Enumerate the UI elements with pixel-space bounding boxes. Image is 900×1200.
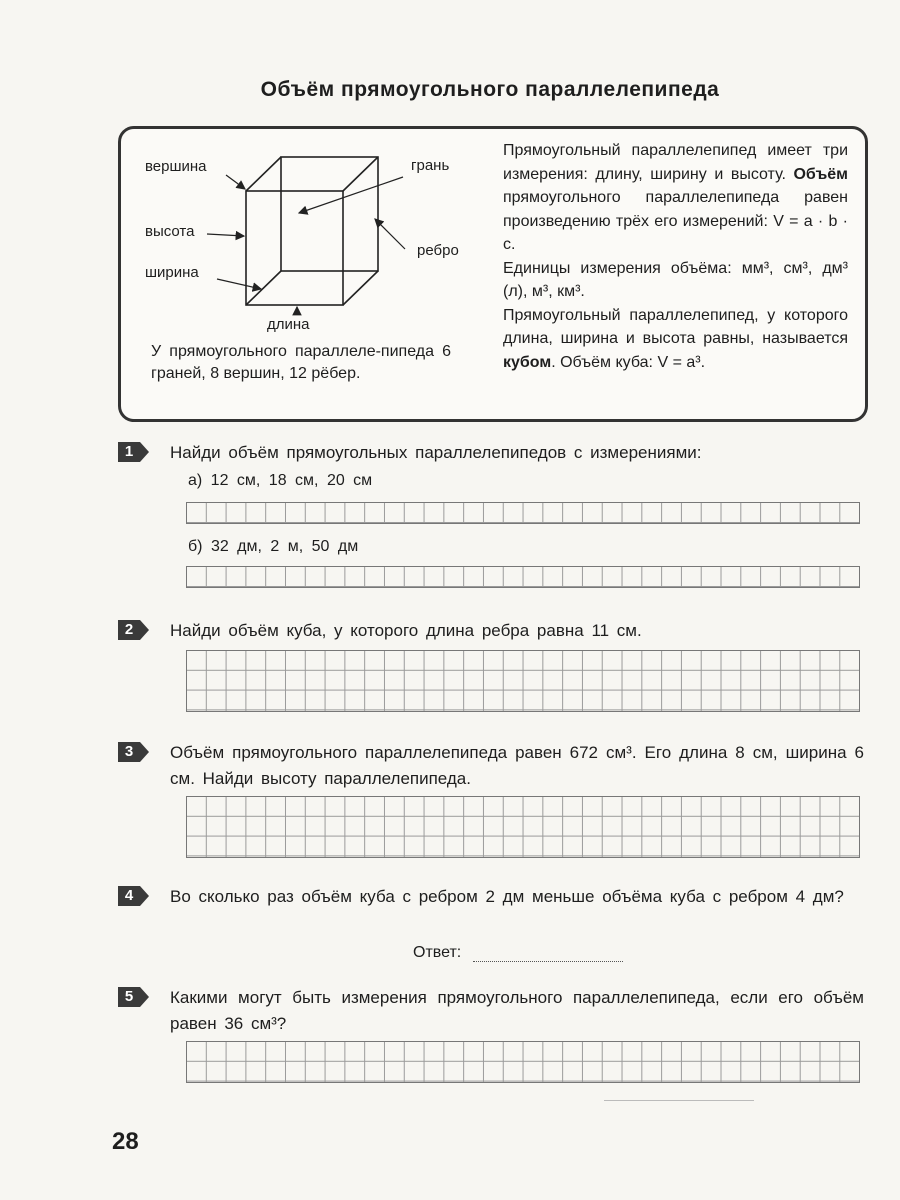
answer-grid-2[interactable] [186,650,860,712]
label-length: длина [267,316,310,333]
parallelepiped-diagram [121,129,491,349]
answer-row [413,944,623,962]
task-text: Найди объём куба, у которого длина ребра равна 11 см. [170,621,642,640]
theory-definition [503,139,848,374]
task-3 [118,740,868,860]
task-text: Объём прямоугольного параллелепипеда равен 672 см³. Его длина 8 см, ширина 6 см. Найди высоту параллелепипеда. [170,743,864,788]
answer-line[interactable] [473,948,623,962]
theory-paragraph-volume: Прямоугольный параллелепипед имеет три измерения: длину, ширину и высоту. Объём прямоугольного параллелепипеда равен произведению трёх его измерений: V = a · b · c. [503,142,848,253]
answer-grid-1a[interactable] [186,502,860,524]
task-number-badge: 3 [118,742,148,762]
label-vertex: вершина [145,158,207,175]
task-number-badge: 5 [118,987,148,1007]
label-edge: ребро [417,242,459,259]
task-2 [118,618,868,728]
task-4 [118,884,868,969]
task-text: Во сколько раз объём куба с ребром 2 дм меньше объёма куба с ребром 4 дм? [170,887,844,906]
theory-box [118,126,868,422]
task-1 [118,440,868,595]
answer-grid-1b[interactable] [186,566,860,588]
task-1a-dimensions: а) 12 см, 18 см, 20 см [188,472,373,489]
page-number: 28 [112,1128,139,1155]
answer-label: Ответ: [413,944,462,961]
divider [604,1100,754,1101]
label-face: грань [411,157,450,174]
task-number-badge: 1 [118,442,148,462]
theory-paragraph-units: Единицы измерения объёма: мм³, см³, дм³ (л), м³, км³. [503,259,848,300]
task-text: Какими могут быть измерения прямоугольного параллелепипеда, если его объём равен 36 см³? [170,988,864,1033]
theory-paragraph-cube: Прямоугольный параллелепипед, у которого длина, ширина и высота равны, называется кубом. Объём куба: V = a³. [503,306,848,371]
page-title: Объём прямоугольного параллелепипеда [260,78,720,101]
task-1b-dimensions: б) 32 дм, 2 м, 50 дм [188,538,359,555]
task-number-badge: 4 [118,886,148,906]
task-5 [118,985,868,1090]
answer-grid-5[interactable] [186,1041,860,1083]
theory-faces-text: У прямоугольного параллеле-пипеда 6 граней, 8 вершин, 12 рёбер. [151,343,451,382]
task-text: Найди объём прямоугольных параллелепипедов с измерениями: [170,443,702,462]
answer-grid-3[interactable] [186,796,860,858]
task-number-badge: 2 [118,620,148,640]
label-width: ширина [145,264,199,281]
label-height: высота [145,223,195,240]
